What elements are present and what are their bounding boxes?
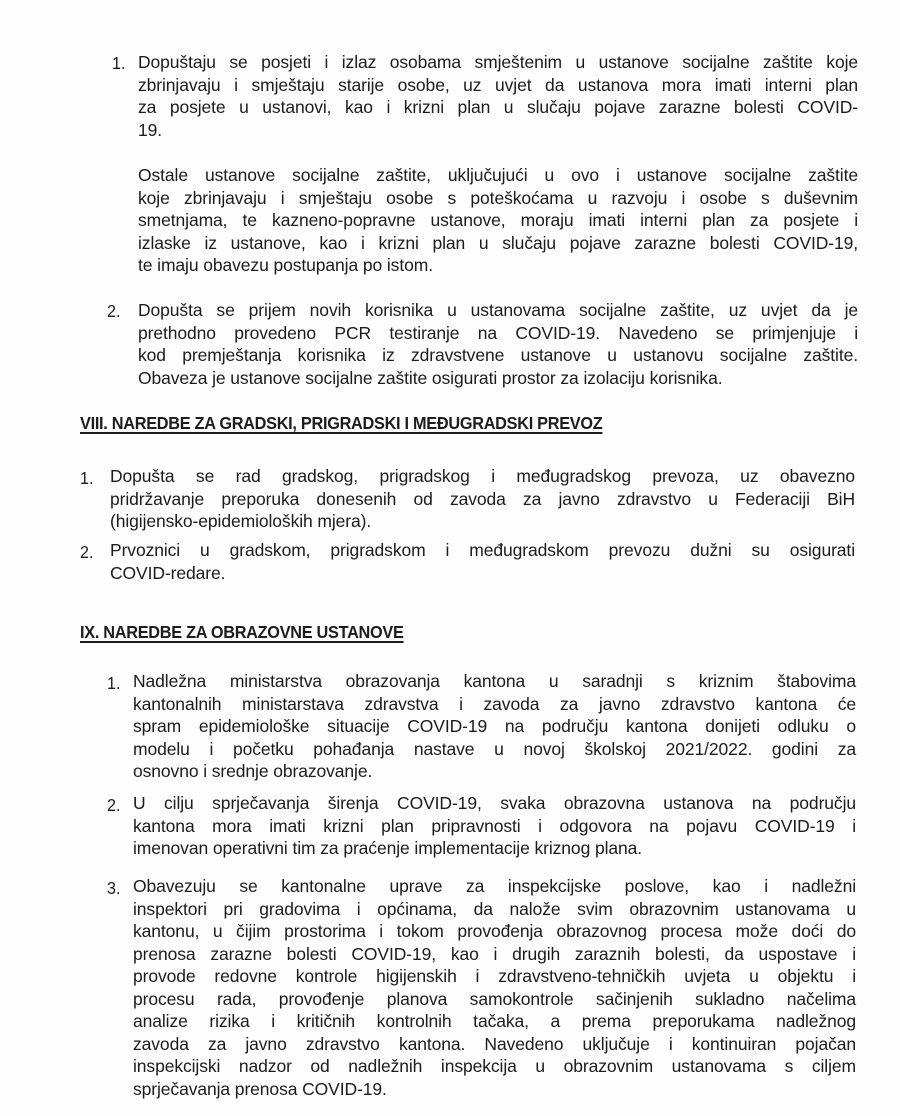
section-heading-viii: VIII. NAREDBE ZA GRADSKI, PRIGRADSKI I MEĐUGRADSKI PREVOZ xyxy=(80,413,603,433)
text-line: U cilju sprječavanja širenja COVID-19, svaka obrazovna ustanova na području xyxy=(133,793,856,813)
paragraph xyxy=(138,299,858,389)
text-line: pridržavanje preporuka donesenih od zavoda za javno zdravstvo u Federaciji BiH xyxy=(110,488,855,509)
text-line: Ostale ustanove socijalne zaštite, uključujući u ovo i ustanove socijalne zaštite xyxy=(138,165,858,185)
item-number: 1. xyxy=(107,673,121,693)
item-number: 1. xyxy=(112,53,126,73)
text-line: procesu rada, provođenje planova samokontrole sačinjenih sukladno načelima xyxy=(133,988,856,1009)
text-line: Dopuštaju se posjeti i izlaz osobama smještenim u ustanove socijalne zaštite koje xyxy=(138,52,858,72)
text-line: provode redovne kontrole higijenskih i zdravstveno-tehničkih uvjeta u objektu i xyxy=(133,966,856,986)
text-line: 19. xyxy=(138,119,163,140)
paragraph xyxy=(110,539,855,584)
text-line: te imaju obavezu postupanja po istom. xyxy=(138,255,433,275)
paragraph xyxy=(133,792,856,860)
text-line: modelu i početku pohađanja nastave u novoj školskoj 2021/2022. godini za xyxy=(133,738,856,759)
text-line: imenovan operativni tim za praćenje implementacije kriznog plana. xyxy=(133,838,643,858)
text-line: kantonu, u čijim prostorima i tokom provođenja obrazovnog procesa može doći do xyxy=(133,921,856,941)
text-line: Obaveza je ustanove socijalne zaštite osigurati prostor za izolaciju korisnika. xyxy=(138,367,723,388)
item-number: 2. xyxy=(107,795,121,815)
text-line: sprječavanja prenosa COVID-19. xyxy=(133,1078,387,1099)
text-line: kantonalnih ministarstava zdravstva i zavoda za javno zdravstvo kantona će xyxy=(133,693,856,714)
text-line: za posjete u ustanovi, kao i krizni plan u slučaju pojave zarazne bolesti COVID- xyxy=(138,97,858,117)
text-line: osnovno i srednje obrazovanje. xyxy=(133,761,373,781)
item-number: 2. xyxy=(107,301,121,321)
text-line: Dopušta se prijem novih korisnika u ustanovama socijalne zaštite, uz uvjet da je xyxy=(138,300,858,320)
paragraph xyxy=(110,465,855,533)
text-line: koje zbrinjavaju i smještaju osobe s poteškoćama u razvoju i osobe s duševnim xyxy=(138,187,858,208)
paragraph xyxy=(138,164,858,277)
text-line: izlaske iz ustanove, kao i krizni plan u slučaju pojave zarazne bolesti COVID-19, xyxy=(138,232,858,253)
text-line: COVID-redare. xyxy=(110,562,226,583)
item-number: 1. xyxy=(80,468,94,488)
item-number: 2. xyxy=(80,542,94,562)
paragraph xyxy=(133,875,856,1100)
paragraph xyxy=(138,51,858,141)
paragraph xyxy=(133,670,856,783)
text-line: zavoda za javno zdravstvo kantona. Navedeno uključuje i kontinuiran pojačan xyxy=(133,1033,856,1054)
text-line: Dopušta se rad gradskog, prigradskog i međugradskog prevoza, uz obavezno xyxy=(110,466,855,486)
text-line: analize rizika i kritičnih kontrolnih tačaka, a prema preporukama nadležnog xyxy=(133,1011,856,1031)
text-line: smetnjama, te kazneno-popravne ustanove, moraju imati interni plan za posjete i xyxy=(138,210,858,230)
text-line: kod premještanja korisnika iz zdravstvene ustanove u ustanovu socijalne zaštite. xyxy=(138,345,858,365)
text-line: Nadležna ministarstva obrazovanja kantona u saradnji s kriznim štabovima xyxy=(133,671,856,691)
text-line: Prvoznici u gradskom, prigradskom i međugradskom prevozu dužni su osigurati xyxy=(110,540,855,560)
text-line: prenosa zarazne bolesti COVID-19, kao i drugih zaraznih bolesti, da uspostave i xyxy=(133,943,856,964)
text-line: inspektori pri gradovima i općinama, da nalože svim obrazovnim ustanovama u xyxy=(133,898,856,919)
text-line: Obavezuju se kantonalne uprave za inspekcijske poslove, kao i nadležni xyxy=(133,876,856,896)
text-line: zbrinjavaju i smještaju starije osobe, uz uvjet da ustanova mora imati interni plan xyxy=(138,74,858,95)
text-line: kantona mora imati krizni plan pripravnosti i odgovora na pojavu COVID-19 i xyxy=(133,815,856,836)
text-line: (higijensko-epidemioloških mjera). xyxy=(110,511,372,531)
text-line: spram epidemiološke situacije COVID-19 na području kantona donijeti odluku o xyxy=(133,716,856,736)
text-line: inspekcijski nadzor od nadležnih inspekcija u obrazovnim ustanovama s ciljem xyxy=(133,1056,856,1076)
text-line: prethodno provedeno PCR testiranje na COVID-19. Navedeno se primjenjuje i xyxy=(138,322,858,343)
item-number: 3. xyxy=(107,878,121,898)
section-heading-ix: IX. NAREDBE ZA OBRAZOVNE USTANOVE xyxy=(80,622,404,642)
